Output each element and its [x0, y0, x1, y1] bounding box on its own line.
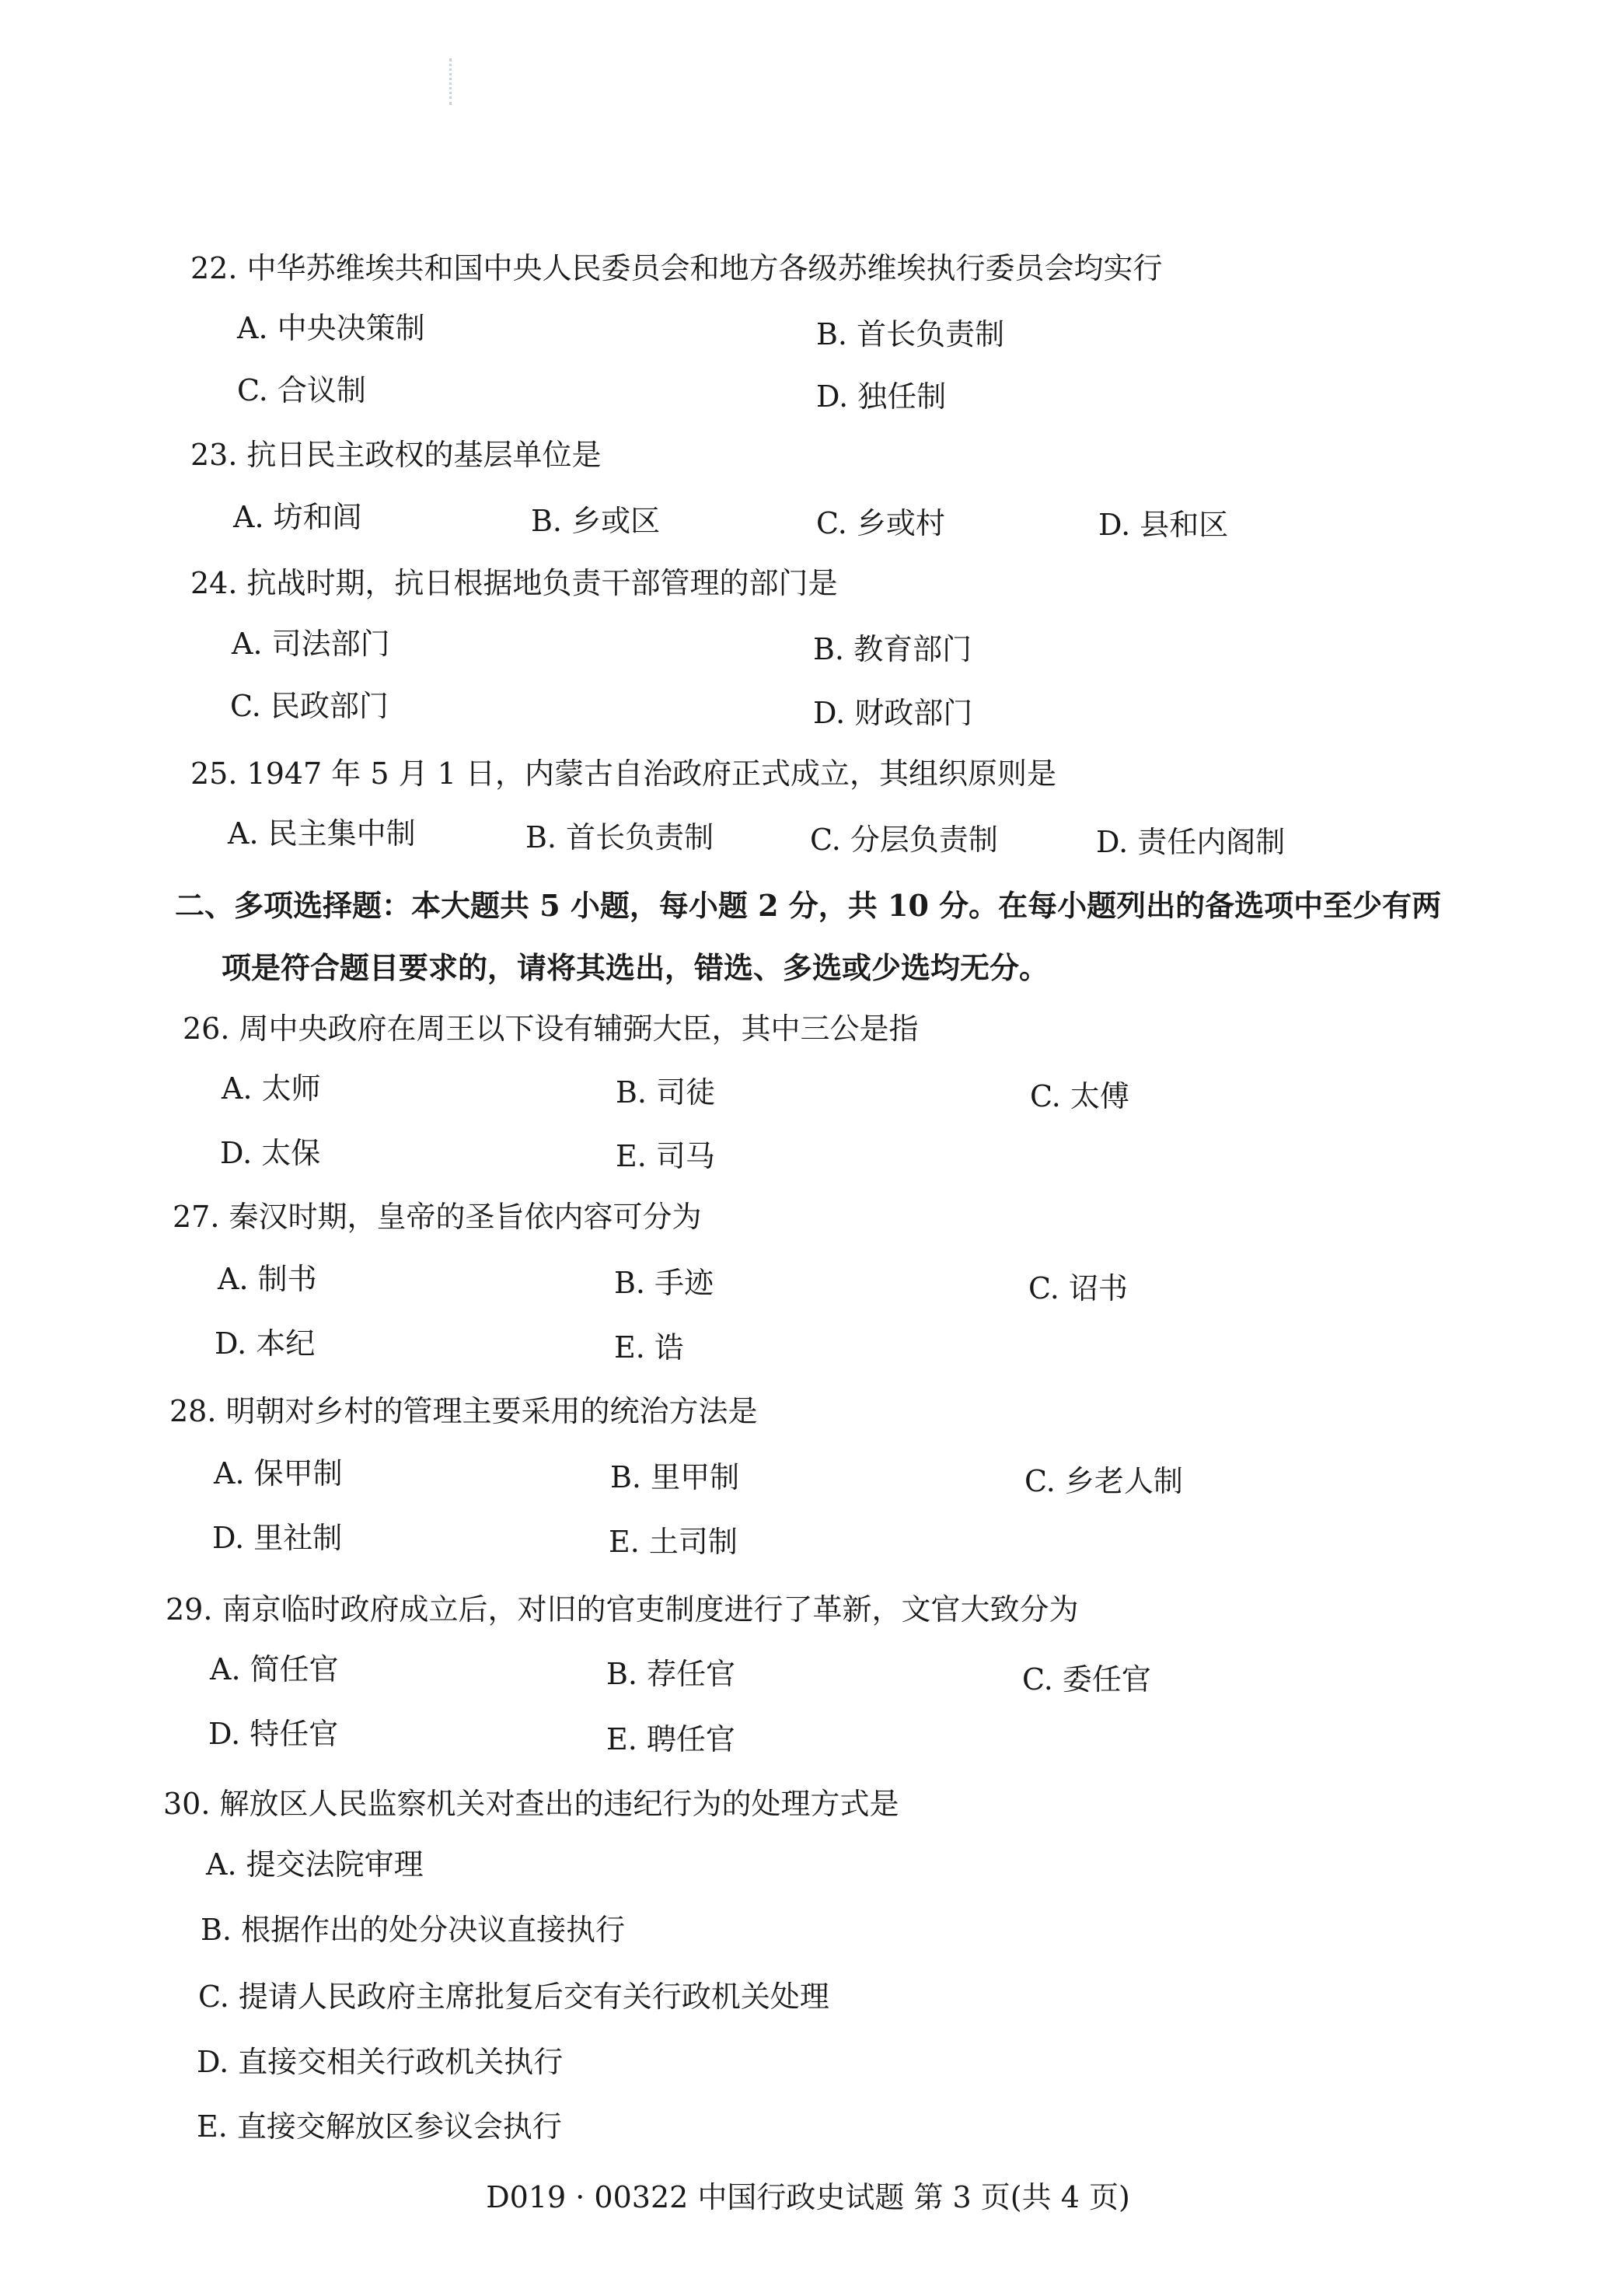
question-26-stem: 26. 周中央政府在周王以下设有辅弼大臣，其中三公是指 [183, 1012, 919, 1046]
q25-option-d: D. 责任内阁制 [1096, 825, 1286, 859]
q26-option-d: D. 太保 [220, 1136, 321, 1170]
q29-option-c: C. 委任官 [1022, 1662, 1151, 1697]
q26-option-a: A. 太师 [222, 1071, 321, 1106]
q29-option-d: D. 特任官 [208, 1717, 339, 1751]
question-23-stem: 23. 抗日民主政权的基层单位是 [190, 438, 602, 472]
q28-option-b: B. 里甲制 [610, 1460, 740, 1494]
q29-option-b: B. 荐任官 [606, 1657, 736, 1691]
q24-option-d: D. 财政部门 [813, 696, 973, 730]
q27-option-d: D. 本纪 [215, 1326, 316, 1361]
q28-option-d: D. 里社制 [212, 1521, 343, 1555]
question-27-stem: 27. 秦汉时期，皇帝的圣旨依内容可分为 [173, 1200, 702, 1234]
q30-option-a: A. 提交法院审理 [206, 1847, 424, 1882]
question-22-stem: 22. 中华苏维埃共和国中央人民委员会和地方各级苏维埃执行委员会均实行 [190, 251, 1163, 285]
question-28-stem: 28. 明朝对乡村的管理主要采用的统治方法是 [169, 1394, 758, 1428]
page-footer: D019 · 00322 中国行政史试题 第 3 页(共 4 页) [486, 2180, 1130, 2214]
q27-option-c: C. 诏书 [1028, 1271, 1128, 1305]
q23-option-b: B. 乡或区 [531, 504, 661, 538]
q30-option-b: B. 根据作出的处分决议直接执行 [201, 1913, 626, 1947]
q24-option-b: B. 教育部门 [813, 632, 972, 666]
q29-option-e: E. 聘任官 [606, 1722, 735, 1756]
q30-option-c: C. 提请人民政府主席批复后交有关行政机关处理 [198, 1980, 829, 2014]
q23-option-a: A. 坊和闾 [233, 500, 362, 534]
question-29-stem: 29. 南京临时政府成立后，对旧的官吏制度进行了革新，文官大致分为 [166, 1592, 1079, 1627]
q22-option-b: B. 首长负责制 [816, 317, 1005, 351]
q22-option-d: D. 独任制 [816, 379, 947, 414]
question-24-stem: 24. 抗战时期，抗日根据地负责干部管理的部门是 [190, 566, 838, 600]
q30-option-d: D. 直接交相关行政机关执行 [197, 2045, 564, 2079]
q27-option-b: B. 手迹 [614, 1266, 714, 1300]
question-25-stem: 25. 1947 年 5 月 1 日，内蒙古自治政府正式成立，其组织原则是 [190, 757, 1056, 791]
q27-option-a: A. 制书 [218, 1262, 317, 1296]
q29-option-a: A. 简任官 [210, 1652, 339, 1686]
section-2-instructions-line-2: 项是符合题目要求的，请将其选出，错选、多选或少选均无分。 [222, 950, 1049, 985]
q26-option-e: E. 司马 [616, 1139, 715, 1173]
q22-option-c: C. 合议制 [237, 373, 366, 407]
q28-option-c: C. 乡老人制 [1024, 1464, 1183, 1498]
question-30-stem: 30. 解放区人民监察机关对查出的违纪行为的处理方式是 [163, 1787, 899, 1821]
q23-option-d: D. 县和区 [1098, 508, 1229, 542]
q25-option-c: C. 分层负责制 [810, 823, 998, 857]
q28-option-a: A. 保甲制 [214, 1456, 343, 1490]
q26-option-c: C. 太傅 [1030, 1079, 1129, 1113]
q23-option-c: C. 乡或村 [816, 506, 945, 540]
scan-mark [449, 58, 462, 105]
q28-option-e: E. 土司制 [609, 1525, 738, 1559]
q25-option-a: A. 民主集中制 [228, 816, 416, 851]
q24-option-c: C. 民政部门 [230, 689, 389, 723]
q27-option-e: E. 诰 [614, 1330, 684, 1365]
q30-option-e: E. 直接交解放区参议会执行 [197, 2109, 562, 2144]
q26-option-b: B. 司徒 [616, 1075, 716, 1110]
q25-option-b: B. 首长负责制 [525, 820, 714, 854]
q24-option-a: A. 司法部门 [232, 627, 390, 661]
q22-option-a: A. 中央决策制 [237, 311, 425, 345]
section-2-instructions-line-1: 二、多项选择题：本大题共 5 小题，每小题 2 分，共 10 分。在每小题列出的备选项中至少有两 [175, 888, 1442, 923]
